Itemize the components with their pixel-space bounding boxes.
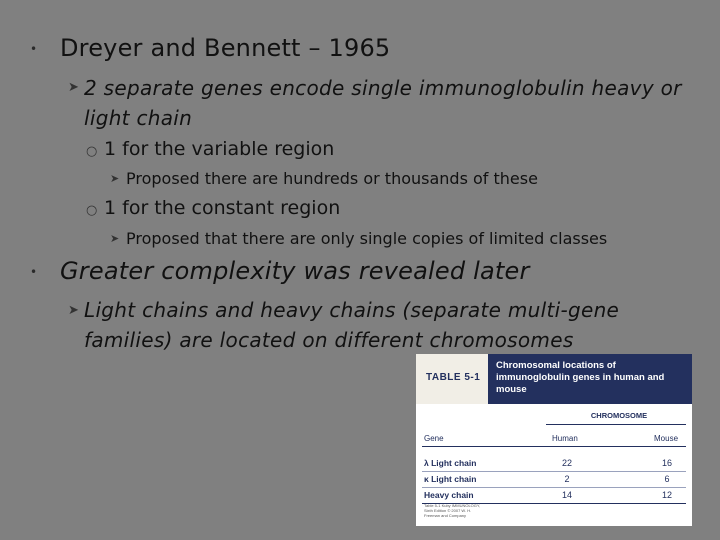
divider <box>546 424 686 425</box>
sub-bullet-text: Light chains and heavy chains (separate multi-gene families) are located on different chromosomes <box>84 298 620 352</box>
table-caption: Chromosomal locations of immunoglobulin genes in human and mouse <box>496 360 665 395</box>
bullet-heading-2: Greater complexity was revealed later <box>60 257 530 285</box>
circle-bullet-icon: ○ <box>86 144 98 159</box>
table-cell-mouse: 12 <box>661 490 672 500</box>
table-cell-mouse: 6 <box>664 474 670 484</box>
bullet-dot: • <box>30 42 38 56</box>
table-cell-human: 2 <box>564 474 570 484</box>
column-header-mouse: Mouse <box>654 434 679 443</box>
bullet-heading-1: Dreyer and Bennett – 1965 <box>60 34 391 62</box>
table-cell-mouse: 16 <box>661 458 672 468</box>
variable-region-item: 1 for the variable region <box>104 138 335 160</box>
divider <box>422 471 686 472</box>
column-header-gene: Gene <box>424 434 444 443</box>
arrow-bullet-icon: ➤ <box>110 232 120 245</box>
table-row-gene: λ Light chain <box>424 458 477 468</box>
arrow-bullet-icon: ➤ <box>110 172 120 185</box>
table-figure <box>416 354 692 526</box>
table-cell-human: 22 <box>561 458 572 468</box>
circle-bullet-icon: ○ <box>86 203 98 218</box>
column-header-human: Human <box>552 434 578 443</box>
constant-region-item: 1 for the constant region <box>104 197 341 219</box>
constant-region-detail: Proposed that there are only single copies of limited classes <box>126 229 608 248</box>
table-row-gene: Heavy chain <box>424 490 474 500</box>
arrow-bullet-icon: ➤ <box>68 80 79 95</box>
table-caption-bar <box>488 354 692 404</box>
table-header <box>416 354 692 404</box>
bullet-dot: • <box>30 265 38 279</box>
table-cell-human: 14 <box>561 490 572 500</box>
table-row-gene: κ Light chain <box>424 474 477 484</box>
divider <box>422 446 686 447</box>
table-label: TABLE 5-1 <box>426 372 481 383</box>
sub-bullet-text: 2 separate genes encode single immunoglobulin heavy or light chain <box>84 76 682 130</box>
arrow-bullet-icon: ➤ <box>68 303 79 318</box>
variable-region-detail: Proposed there are hundreds or thousands of these <box>126 169 538 188</box>
table-source-note: Table 5-1 Kuby IMMUNOLOGY, Sixth Edition © 2007 W. H. Freeman and Company <box>424 503 481 518</box>
divider <box>422 487 686 488</box>
column-group-header: CHROMOSOME <box>590 411 648 420</box>
